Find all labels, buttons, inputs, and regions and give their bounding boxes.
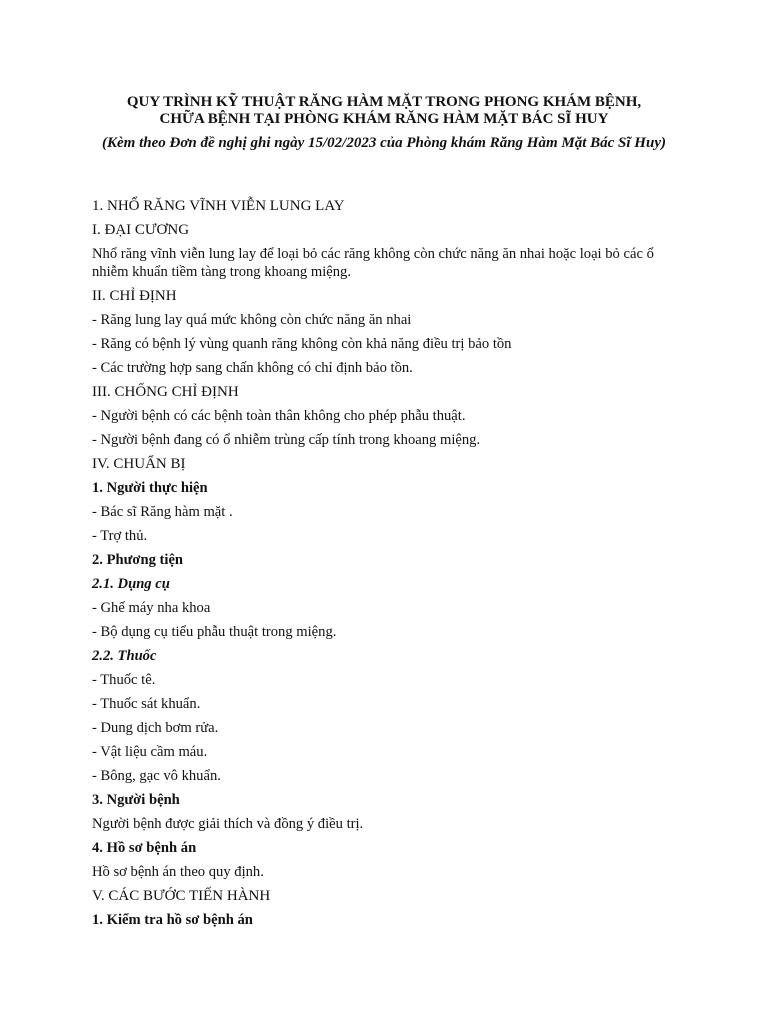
list-item: - Răng lung lay quá mức không còn chức năng ăn nhai bbox=[92, 312, 412, 328]
list-item: - Bộ dụng cụ tiểu phẫu thuật trong miệng. bbox=[92, 624, 337, 640]
list-item: - Bông, gạc vô khuẩn. bbox=[92, 768, 221, 784]
list-item: - Các trường hợp sang chấn không có chỉ định bảo tồn. bbox=[92, 360, 413, 376]
paragraph-dai-cuong: Nhổ răng vĩnh viễn lung lay để loại bỏ các răng không còn chức năng ăn nhai hoặc loại bỏ các ổ nhiễm khuẩn tiềm tàng trong khoang miệng. bbox=[92, 246, 654, 280]
subheading-ho-so: 4. Hồ sơ bệnh án bbox=[92, 840, 197, 856]
list-item: - Ghế máy nha khoa bbox=[92, 600, 211, 616]
subheading-nguoi-benh: 3. Người bệnh bbox=[92, 792, 180, 808]
list-item: - Vật liệu cầm máu. bbox=[92, 744, 208, 760]
list-item: - Thuốc tê. bbox=[92, 672, 156, 688]
subheading-dung-cu: 2.1. Dụng cụ bbox=[92, 576, 170, 592]
document-title bbox=[80, 94, 688, 128]
document-body bbox=[92, 197, 672, 935]
subheading-nguoi-thuc-hien: 1. Người thực hiện bbox=[92, 480, 208, 496]
document-subtitle: (Kèm theo Đơn đề nghị ghi ngày 15/02/2023 của Phòng khám Răng Hàm Mặt Bác Sĩ Huy) bbox=[102, 135, 666, 151]
subheading-kiem-tra: 1. Kiểm tra hồ sơ bệnh án bbox=[92, 912, 253, 928]
list-item: - Thuốc sát khuẩn. bbox=[92, 696, 201, 712]
list-item: - Bác sĩ Răng hàm mặt . bbox=[92, 504, 233, 520]
heading-chi-dinh: II. CHỈ ĐỊNH bbox=[92, 288, 177, 304]
title-line-1: QUY TRÌNH KỸ THUẬT RĂNG HÀM MẶT TRONG PHONG KHÁM BỆNH, bbox=[126, 94, 642, 110]
section-heading: 1. NHỔ RĂNG VĨNH VIỄN LUNG LAY bbox=[92, 198, 345, 214]
subheading-phuong-tien: 2. Phương tiện bbox=[92, 552, 184, 568]
list-item: - Trợ thủ. bbox=[92, 528, 148, 544]
paragraph-nguoi-benh: Người bệnh được giải thích và đồng ý điều trị. bbox=[92, 816, 364, 832]
heading-dai-cuong: I. ĐẠI CƯƠNG bbox=[92, 222, 190, 238]
list-item: - Người bệnh đang có ổ nhiễm trùng cấp tính trong khoang miệng. bbox=[92, 432, 481, 448]
list-item: - Dung dịch bơm rửa. bbox=[92, 720, 219, 736]
list-item: - Răng có bệnh lý vùng quanh răng không còn khả năng điều trị bảo tồn bbox=[92, 336, 512, 352]
list-item: - Người bệnh có các bệnh toàn thân không cho phép phẫu thuật. bbox=[92, 408, 466, 424]
paragraph-ho-so: Hồ sơ bệnh án theo quy định. bbox=[92, 864, 264, 880]
heading-cac-buoc: V. CÁC BƯỚC TIẾN HÀNH bbox=[92, 888, 271, 904]
title-line-2: CHỮA BỆNH TẠI PHÒNG KHÁM RĂNG HÀM MẶT BÁC SĨ HUY bbox=[159, 111, 609, 127]
heading-chong-chi-dinh: III. CHỐNG CHỈ ĐỊNH bbox=[92, 384, 239, 400]
subheading-thuoc: 2.2. Thuốc bbox=[92, 648, 157, 664]
heading-chuan-bi: IV. CHUẨN BỊ bbox=[92, 456, 186, 472]
